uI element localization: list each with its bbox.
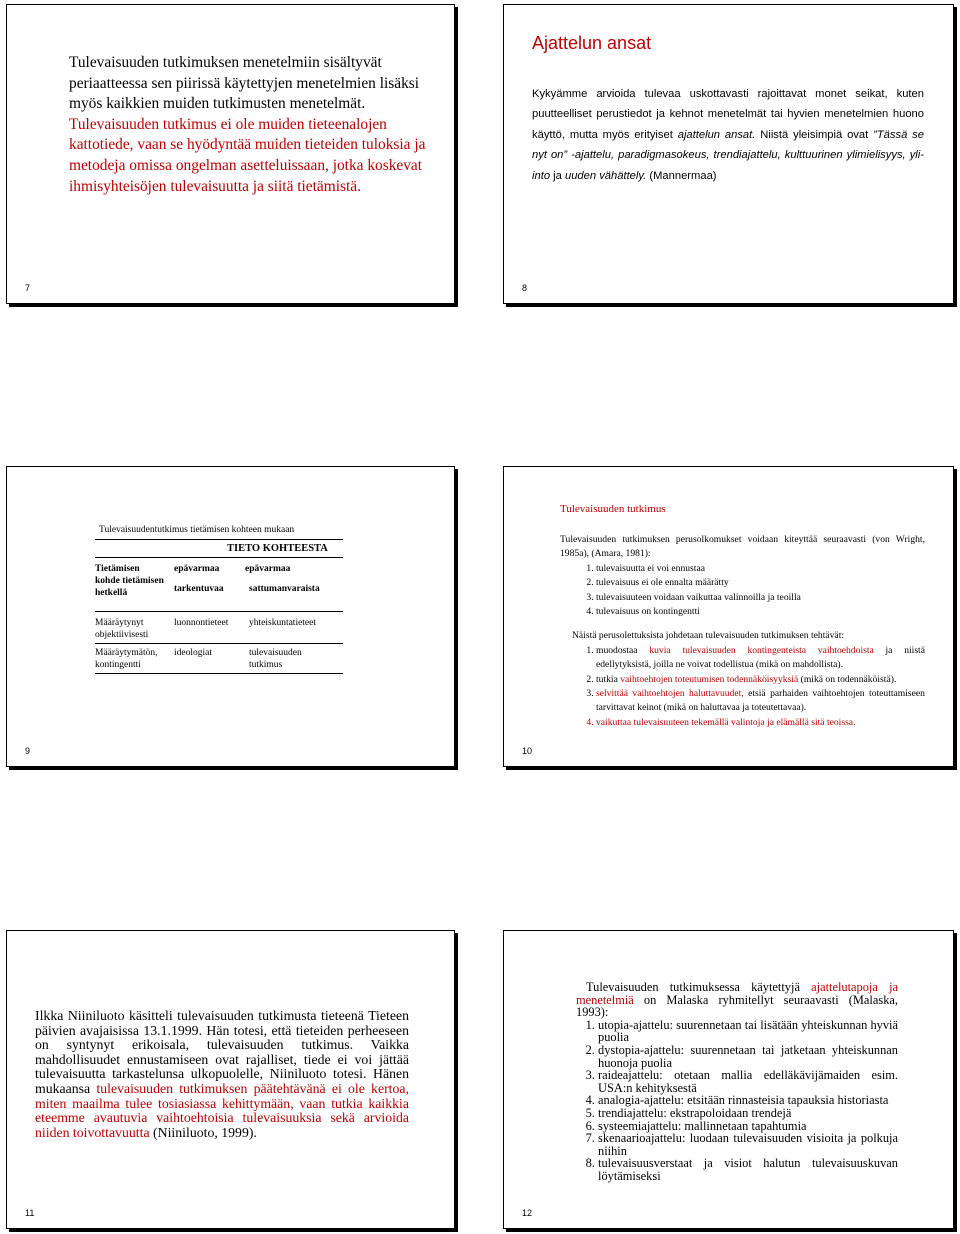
text-segment: Tulevaisuuden tutkimuksessa käytettyjä — [586, 980, 812, 994]
slide-11 — [6, 930, 455, 1229]
intro-text-2: Näistä perusolettuksista johdetaan tulevaisuuden tutkimuksen tehtävät: — [572, 630, 845, 642]
text-highlight: tulevaisuuden tutkimuksen päätehtävänä ei ole kertoa, miten maailma tulee tosiasiassa kehittymään, vaan tutkia kaikkia eteemme avautuvia vaihtoehtoisia tulevaisuuksia sekä arvioida niiden toivottavuutta — [35, 1080, 409, 1140]
text-segment: ja niistä edellytyksistä, joilla ne voivat todellistua (mikä on mahdollista). — [596, 644, 925, 671]
text-segment: Kykyämme arvioida tulevaa uskottavasti rajoittavat monet seikat, kuten puutteelliset perustiedot ja kehnot menetelmät tai hyvien menetelmien huono käyttö, mutta myös erityiset — [532, 88, 924, 141]
text-italic: uuden vähättely. — [564, 169, 647, 182]
list-item: 7. skenaarioajattelu: luodaan tulevaisuuden visioita ja polkuja niihin — [598, 1132, 898, 1157]
text-segment: (Niiniluoto, 1999). — [149, 1124, 257, 1140]
list-item: 5. trendiajattelu: ekstrapoloidaan trendejä — [598, 1107, 898, 1120]
table-rule — [95, 611, 343, 612]
list-item — [596, 716, 925, 730]
text-segment: Ilkka Niiniluoto käsitteli tulevaisuuden tutkimusta tieteenä Tieteen päivien avajaisissa 13.1.1999. Hän totesi, että tieteiden perheeseen on syntynyt erikoisala, tulevaisuuden tutkimus. Vaikka mahdollisuudet ennustamiseen ovat rajalliset, tiede ei voi jättää tulevaisuutta tarkastelunsa ulkopuolelle, Niiniluoto totesi. Hänen mukaansa — [35, 1008, 409, 1096]
row1-col2: yhteiskuntatieteet — [249, 618, 317, 628]
table-rule — [95, 643, 343, 644]
slide-number: 11 — [25, 1208, 35, 1218]
list-item — [596, 687, 925, 716]
method-list — [576, 1019, 898, 1183]
list-item: 2. tulevaisuus ei ole ennalta määrätty — [596, 576, 925, 590]
slide-10 — [503, 466, 954, 767]
list-item — [596, 644, 925, 673]
slide-10-body — [560, 533, 925, 730]
slide-7-text-highlight: Tulevaisuuden tutkimus ei ole muiden tieteenalojen kattotiede, vaan se hyödyntää muiden tieteiden tuloksia ja metodeja omissa ongelman asetteluissaan, jotka koskevat ihmisyhteisöjen tulevaisuutta ja siitä tietämistä. — [69, 115, 426, 195]
intro-text — [576, 981, 898, 1019]
text-highlight: kuvia tulevaisuuden kontingenteista vaihtoehdoista — [649, 644, 874, 656]
text-highlight: ajattelutapoja ja menetelmiä — [576, 980, 899, 1007]
text-italic: ”Tässä se nyt on” -ajattelu, paradigmasokeus, trendiajattelu, kulttuurinen ylimielisyys, yli-into — [532, 128, 924, 182]
col2-bottom: sattumanvaraista — [249, 584, 320, 594]
row2-col2: tulevaisuuden tutkimus — [249, 648, 302, 670]
list-item: 8. tulevaisuusverstaat ja visiot halutun tulevaisuuskuvan löytämiseksi — [598, 1157, 898, 1182]
text-segment: Niistä yleisimpiä ovat — [755, 128, 874, 141]
slide-12-body — [576, 981, 898, 1183]
slide-8-body — [532, 84, 924, 186]
list-item: 3. tulevaisuuteen voidaan vaikuttaa valinnoilla ja teoilla — [596, 591, 925, 605]
slide-title: Ajattelun ansat — [532, 33, 652, 53]
row1-col1: luonnontieteet — [174, 618, 229, 628]
table-rule — [95, 557, 343, 558]
table-rule — [95, 673, 343, 674]
text-highlight: vaikuttaa tulevaisuuteen tekemällä valintoja ja elämällä sitä teoissa. — [596, 716, 856, 728]
assumption-list — [560, 562, 925, 620]
text-segment: muodostaa — [596, 644, 650, 656]
text-segment: (Mannermaa) — [646, 169, 717, 182]
list-item: 1. utopia-ajattelu: suurennetaan tai lisätään yhteiskunnan hyviä puolia — [598, 1019, 898, 1044]
row2-label: Määräytymätön, kontingentti — [95, 648, 158, 670]
list-item: 6. systeemiajattelu: mallinnetaan tapahtumia — [598, 1120, 898, 1133]
col1-bottom: tarkentuvaa — [174, 584, 224, 594]
list-item: 4. tulevaisuus on kontingentti — [596, 605, 925, 619]
slide-number: 10 — [522, 746, 533, 756]
slide-number: 12 — [522, 1208, 533, 1218]
table-rule — [95, 539, 343, 540]
list-item: 4. analogia-ajattelu: etsitään rinnasteisia tapauksia historiasta — [598, 1094, 898, 1107]
slide-12 — [503, 930, 954, 1229]
text-segment: etsiä parhaiden vaihtoehtojen toteuttamiseen tarvittavat keinot (mikä on haluttavaa ja toteutettavaa). — [596, 688, 925, 714]
table-caption: Tulevaisuudentutkimus tietämisen kohteen mukaan — [99, 525, 295, 535]
slide-number: 8 — [522, 283, 528, 293]
table-header: TIETO KOHTEESTA — [227, 543, 328, 554]
row1-label: Määräytynyt objektiivisesti — [95, 618, 149, 640]
row2-col1: ideologiat — [174, 648, 212, 658]
slide-title: Tulevaisuuden tutkimus — [560, 503, 666, 515]
text-segment: (mikä on todennäköistä). — [798, 673, 897, 685]
slide-number: 7 — [25, 283, 31, 293]
list-item — [596, 673, 925, 687]
slide-7 — [6, 4, 455, 304]
slide-7-text: Tulevaisuuden tutkimuksen menetelmiin sisältyvät periaatteessa sen piirissä käytettyjen menetelmien lisäksi myös kaikkien muiden tutkimusten menetelmät. — [69, 54, 420, 113]
text-segment: on Malaska ryhmitellyt seuraavasti (Malaska, 1993): — [576, 992, 898, 1020]
slide-7-body — [69, 53, 434, 197]
slide-8 — [503, 4, 954, 304]
list-item: 3. raideajattelu: otetaan mallia edelläkävijämaiden esim. USA:n kehityksestä — [598, 1069, 898, 1094]
list-item: 1. tulevaisuutta ei voi ennustaa — [596, 562, 925, 576]
slide-9 — [6, 466, 455, 767]
col1-top: epävarmaa — [174, 564, 220, 574]
slide-11-body — [35, 1009, 409, 1140]
row-header: Tietämisen kohde tietämisen hetkellä — [95, 564, 164, 598]
text-italic: ajattelun ansat. — [677, 128, 756, 141]
task-list — [560, 644, 925, 730]
text-segment: tutkia — [596, 673, 621, 685]
list-item: 2. dystopia-ajattelu: suurennetaan tai jatketaan yhteiskunnan huonoja puolia — [598, 1044, 898, 1069]
intro-text: Tulevaisuuden tutkimuksen perusolkomukset voidaan kiteyttää seuraavasti (von Wright, 1985a), (Amara, 1981): — [560, 534, 925, 560]
col2-top: epävarmaa — [245, 564, 291, 574]
text-highlight: selvittää vaihtoehtojen haluttavuudet, — [596, 688, 744, 700]
slide-number: 9 — [25, 746, 31, 756]
text-segment: ja — [550, 169, 565, 182]
text-highlight: vaihtoehtojen toteutumisen todennäköisyyksiä — [620, 673, 799, 685]
